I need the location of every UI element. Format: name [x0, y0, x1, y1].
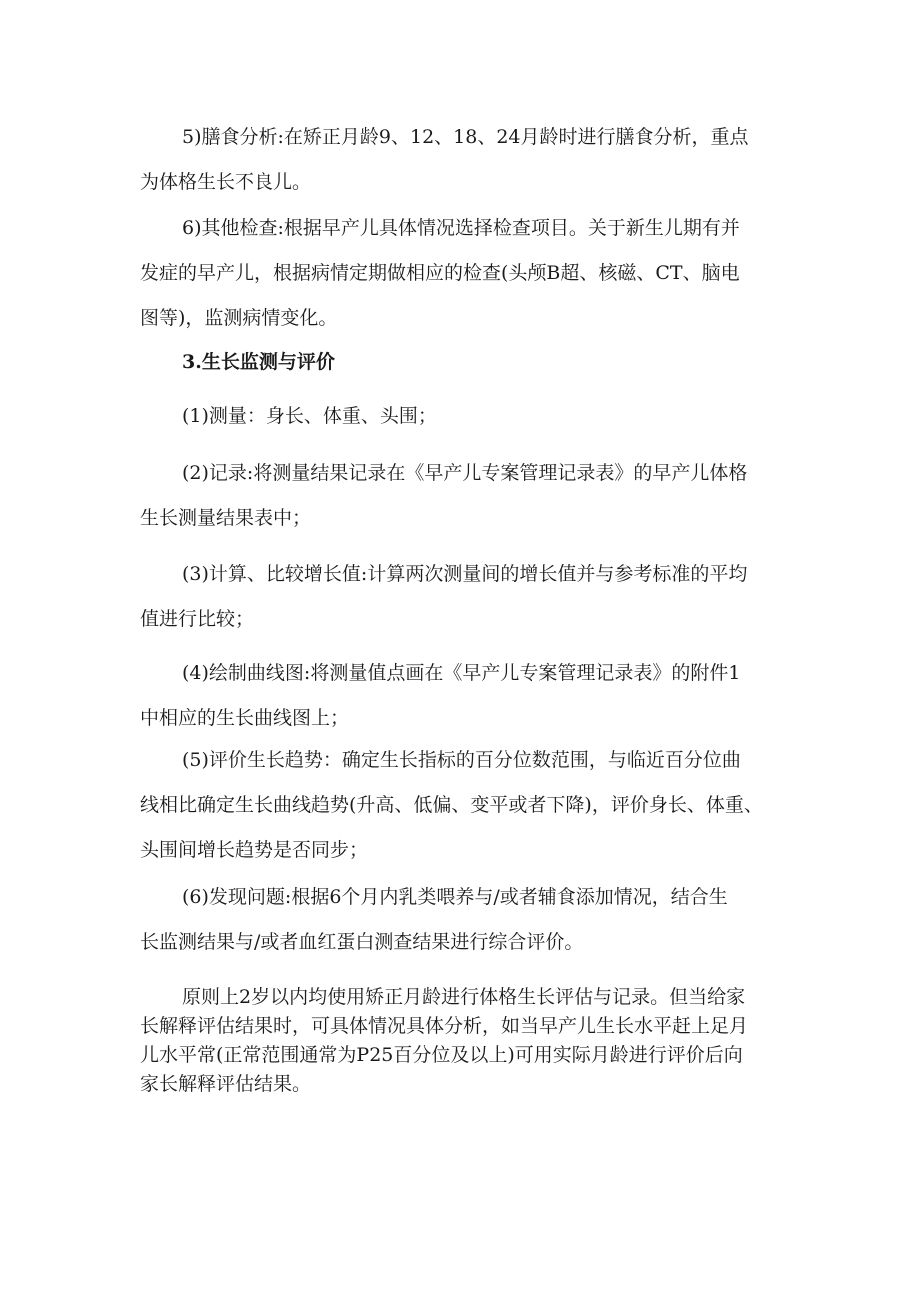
paragraph-record: [140, 451, 800, 541]
text-line: 6)其他检查:根据早产儿具体情况选择检查项目。关于新生儿期有并: [182, 217, 740, 239]
paragraph-draw-curve: [140, 651, 800, 741]
paragraph-evaluate-trend: [140, 738, 800, 873]
text-line: 原则上2岁以内均使用矫正月龄进行体格生长评估与记录。但当给家: [182, 986, 746, 1008]
paragraph-principle: [140, 983, 800, 1099]
text-line: 长解释评估结果时，可具体情况具体分析，如当早产儿生长水平赶上足月: [140, 1015, 749, 1037]
paragraph-diet-analysis: [140, 115, 800, 205]
text-line: 值进行比较；: [140, 608, 255, 630]
paragraph-calculate: [140, 552, 800, 642]
text-line: (2)记录:将测量结果记录在《早产儿专案管理记录表》的早产儿体格: [182, 462, 748, 484]
text-line: 为体格生长不良儿。: [140, 171, 312, 193]
text-line: (6)发现问题:根据6个月内乳类喂养与/或者辅食添加情况，结合生: [182, 886, 728, 908]
heading-text: 3.生长监测与评价: [182, 351, 335, 373]
paragraph-other-exams: [140, 206, 800, 341]
text-line: (3)计算、比较增长值:计算两次测量间的增长值并与参考标准的平均: [182, 563, 748, 585]
text-line: 儿水平常(正常范围通常为P25百分位及以上)可用实际月龄进行评价后向: [140, 1044, 743, 1066]
text-line: 线相比确定生长曲线趋势(升高、低偏、变平或者下降)，评价身长、体重、: [140, 794, 763, 816]
text-line: 图等)，监测病情变化。: [140, 307, 338, 329]
text-line: 5)膳食分析:在矫正月龄9、12、18、24月龄时进行膳食分析，重点: [182, 126, 749, 148]
text-line: 长监测结果与/或者血红蛋白测查结果进行综合评价。: [140, 931, 584, 953]
paragraph-measure: [140, 394, 800, 439]
text-line: 生长测量结果表中；: [140, 507, 312, 529]
text-line: 中相应的生长曲线图上；: [140, 707, 350, 729]
paragraph-find-problems: [140, 875, 800, 965]
section-heading: [140, 340, 800, 385]
text-line: 头围间增长趋势是否同步；: [140, 839, 369, 861]
text-line: 家长解释评估结果。: [140, 1073, 312, 1095]
text-line: (1)测量：身长、体重、头围；: [182, 405, 437, 427]
text-line: (5)评价生长趋势：确定生长指标的百分位数范围，与临近百分位曲: [182, 749, 741, 771]
text-line: (4)绘制曲线图:将测量值点画在《早产儿专案管理记录表》的附件1: [182, 662, 741, 684]
text-line: 发症的早产儿，根据病情定期做相应的检查(头颅B超、核磁、CT、脑电: [140, 262, 740, 284]
